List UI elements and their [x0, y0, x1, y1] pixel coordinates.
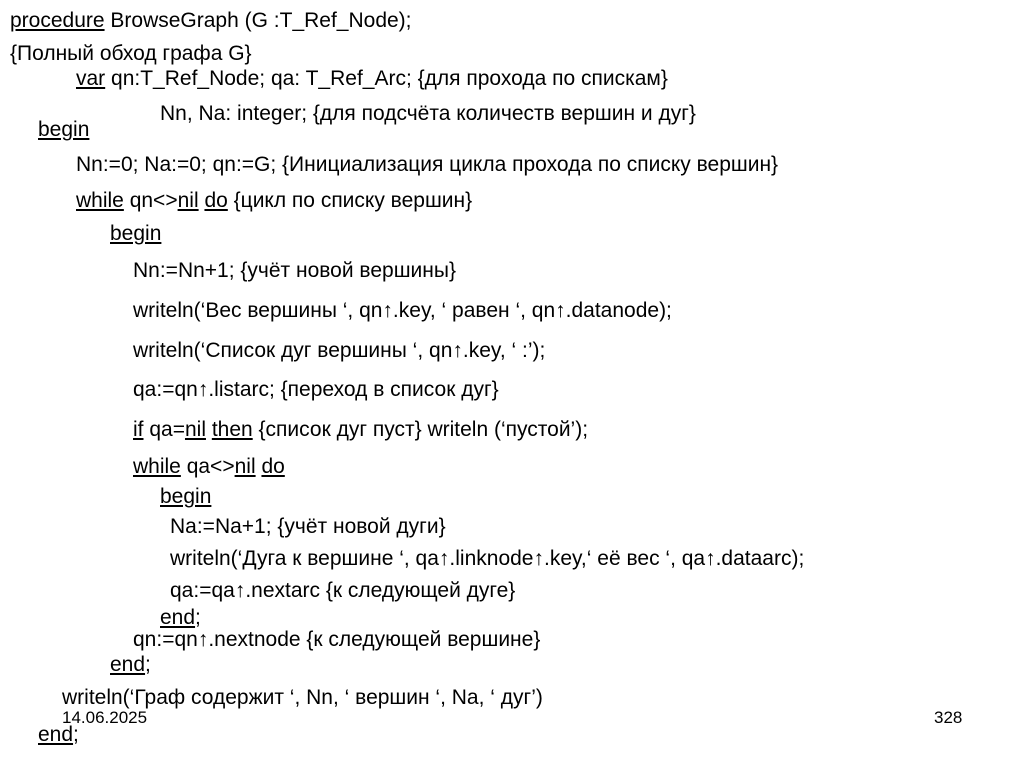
code-line: [170, 579, 515, 603]
code-line: [10, 9, 412, 33]
code-text: writeln(‘Дуга к вершине ‘, qa↑.linknode↑.key,‘ её вес ‘, qa↑.dataarc);: [170, 547, 805, 570]
code-keyword: begin: [110, 222, 162, 245]
code-line: [110, 222, 161, 246]
code-line: [133, 299, 672, 323]
code-text: writeln(‘Граф содержит ‘, Nn, ‘ вершин ‘, Na, ‘ дуг’): [62, 686, 543, 709]
code-text: {цикл по списку вершин}: [227, 189, 473, 212]
slide-date: 14.06.2025: [62, 708, 148, 727]
code-line: [170, 547, 804, 571]
code-keyword: then: [211, 418, 253, 441]
code-line: [133, 259, 456, 283]
code-line: [76, 153, 778, 177]
code-text: writeln(‘Список дуг вершины ‘, qn↑.key, ‘ :’);: [133, 339, 546, 362]
code-text: ;: [145, 653, 151, 676]
code-keyword: nil: [177, 189, 199, 212]
code-keyword: do: [261, 455, 285, 478]
code-line: [10, 42, 252, 66]
code-keyword: begin: [38, 118, 90, 141]
code-text: qa:=qa↑.nextarc {к следующей дуге}: [170, 579, 516, 602]
code-line: [76, 67, 668, 91]
code-text: qn<>: [123, 189, 178, 212]
code-line: [76, 189, 472, 213]
code-line: [133, 418, 588, 442]
code-keyword: end: [110, 653, 146, 676]
code-text: qn:T_Ref_Node; qa: T_Ref_Arc; {для прохода по спискам}: [105, 67, 668, 90]
code-keyword: while: [76, 189, 124, 212]
code-text: ;: [73, 723, 79, 746]
code-keyword: nil: [184, 418, 206, 441]
code-line: [133, 378, 499, 402]
code-text: Nn:=Nn+1; {учёт новой вершины}: [133, 259, 456, 282]
code-keyword: var: [76, 67, 106, 90]
code-keyword: nil: [234, 455, 256, 478]
code-text: {Полный обход графа G}: [10, 42, 252, 65]
code-text: ;: [195, 606, 201, 629]
code-keyword: do: [204, 189, 228, 212]
code-line: [38, 118, 89, 142]
code-keyword: end: [160, 606, 196, 629]
code-line: [110, 653, 151, 677]
code-keyword: begin: [160, 485, 212, 508]
code-line: [160, 606, 201, 630]
code-line: [133, 628, 540, 652]
code-text: qa:=qn↑.listarc; {переход в список дуг}: [133, 378, 499, 401]
code-keyword: procedure: [10, 9, 105, 32]
code-text: qn:=qn↑.nextnode {к следующей вершине}: [133, 628, 541, 651]
code-line: [160, 485, 211, 509]
code-text: BrowseGraph (G :T_Ref_Node);: [104, 9, 412, 32]
code-text: Nn:=0; Na:=0; qn:=G; {Инициализация цикла прохода по списку вершин}: [76, 153, 779, 176]
code-line: [62, 686, 543, 710]
code-text: qa=: [143, 418, 185, 441]
code-text: qa<>: [180, 455, 235, 478]
code-keyword: if: [133, 418, 144, 441]
code-line: [133, 455, 285, 479]
code-text: writeln(‘Вес вершины ‘, qn↑.key, ‘ равен ‘, qn↑.datanode);: [133, 299, 672, 322]
code-keyword: end: [38, 723, 74, 746]
code-text: {список дуг пуст} writeln (‘пустой’);: [252, 418, 589, 441]
slide-number: 328: [934, 708, 963, 727]
code-line: [160, 102, 696, 126]
code-keyword: while: [133, 455, 181, 478]
code-text: Nn, Na: integer; {для подсчёта количеств вершин и дуг}: [160, 102, 696, 125]
code-line: [170, 515, 446, 539]
code-line: [133, 339, 545, 363]
code-text: Na:=Na+1; {учёт новой дуги}: [170, 515, 446, 538]
